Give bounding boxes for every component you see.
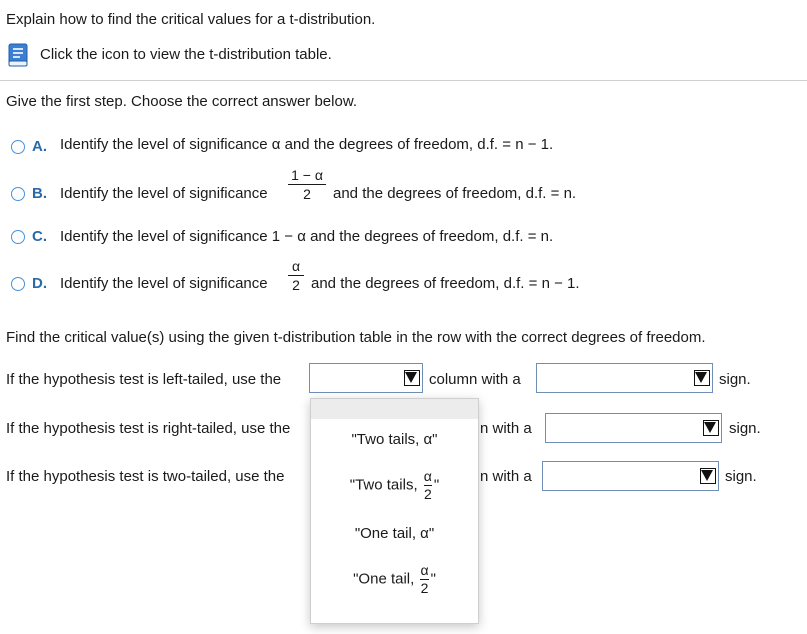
critical-prompt: Find the critical value(s) using the given t-distribution table in the row with the correct degrees of freedom. — [6, 329, 706, 346]
option-a-text: Identify the level of significance α and the degrees of freedom, d.f. = n − 1. — [60, 136, 554, 153]
column-dropdown-menu[interactable] — [310, 398, 479, 624]
fraction-bar — [288, 184, 326, 185]
fraction-denominator: 2 — [420, 580, 429, 596]
option-b-letter: B. — [32, 185, 47, 202]
fraction-denominator: 2 — [292, 277, 300, 293]
dropdown-option-one-tail-alpha[interactable] — [311, 525, 478, 542]
divider — [0, 80, 807, 81]
option-b-text-after: and the degrees of freedom, d.f. = n. — [333, 185, 577, 202]
option-d-text-after: and the degrees of freedom, d.f. = n − 1. — [311, 275, 580, 292]
option-a-letter: A. — [32, 138, 47, 155]
right-sign-select[interactable] — [545, 413, 722, 443]
option-d-letter: D. — [32, 275, 47, 292]
left-tailed-text: If the hypothesis test is left-tailed, use the — [6, 371, 282, 388]
first-step-prompt: Give the first step. Choose the correct answer below. — [6, 93, 357, 110]
chevron-down-icon — [701, 470, 713, 481]
two-sign-text: sign. — [725, 468, 757, 485]
dropdown-option-prefix: "Two tails, — [349, 476, 418, 494]
fraction-bar — [288, 275, 304, 276]
chevron-down-icon — [405, 372, 417, 383]
chevron-down-icon — [695, 372, 707, 383]
radio-option-d[interactable] — [11, 277, 25, 291]
fraction-numerator: α — [420, 562, 429, 578]
radio-option-c[interactable] — [11, 230, 25, 244]
question-title: Explain how to find the critical values for a t-distribution. — [6, 11, 376, 28]
fraction-numerator: 1 − α — [291, 167, 323, 183]
option-b-text-before: Identify the level of significance — [60, 185, 268, 202]
right-sign-text: sign. — [729, 420, 761, 437]
dropdown-option-label: "One tail, α" — [354, 525, 435, 542]
dropdown-option-suffix: " — [433, 476, 440, 494]
radio-option-b[interactable] — [11, 187, 25, 201]
dropdown-option-fraction — [420, 563, 428, 596]
left-middle-text: column with a — [429, 371, 521, 388]
fraction-denominator: 2 — [423, 486, 432, 502]
dropdown-highlight — [311, 399, 478, 419]
book-icon[interactable] — [6, 42, 30, 68]
left-sign-text: sign. — [719, 371, 751, 388]
dropdown-option-two-tails-alpha[interactable] — [311, 431, 478, 448]
table-link-text[interactable]: Click the icon to view the t-distribution table. — [40, 46, 332, 63]
chevron-down-icon — [704, 422, 716, 433]
dropdown-option-one-tail-half-alpha[interactable] — [311, 563, 478, 596]
option-d-fraction — [288, 258, 304, 293]
dropdown-option-fraction — [424, 469, 432, 502]
two-tailed-text: If the hypothesis test is two-tailed, use the — [6, 468, 285, 485]
left-column-select[interactable] — [309, 363, 423, 393]
dropdown-option-suffix: " — [430, 570, 436, 588]
fraction-numerator: α — [291, 258, 301, 274]
right-middle-text: n with a — [480, 420, 532, 437]
two-sign-select[interactable] — [542, 461, 719, 491]
dropdown-option-prefix: "One tail, — [353, 570, 415, 588]
option-b-fraction — [288, 167, 326, 202]
dropdown-option-label: "Two tails, α" — [351, 431, 438, 448]
fraction-denominator: 2 — [303, 186, 311, 202]
right-tailed-text: If the hypothesis test is right-tailed, use the — [6, 420, 291, 437]
two-middle-text: n with a — [480, 468, 532, 485]
left-sign-select[interactable] — [536, 363, 713, 393]
option-c-text: Identify the level of significance 1 − α and the degrees of freedom, d.f. = n. — [60, 228, 554, 245]
radio-option-a[interactable] — [11, 140, 25, 154]
fraction-numerator: α — [423, 468, 432, 484]
dropdown-option-two-tails-half-alpha[interactable] — [311, 469, 478, 502]
option-c-letter: C. — [32, 228, 47, 245]
option-d-text-before: Identify the level of significance — [60, 275, 268, 292]
